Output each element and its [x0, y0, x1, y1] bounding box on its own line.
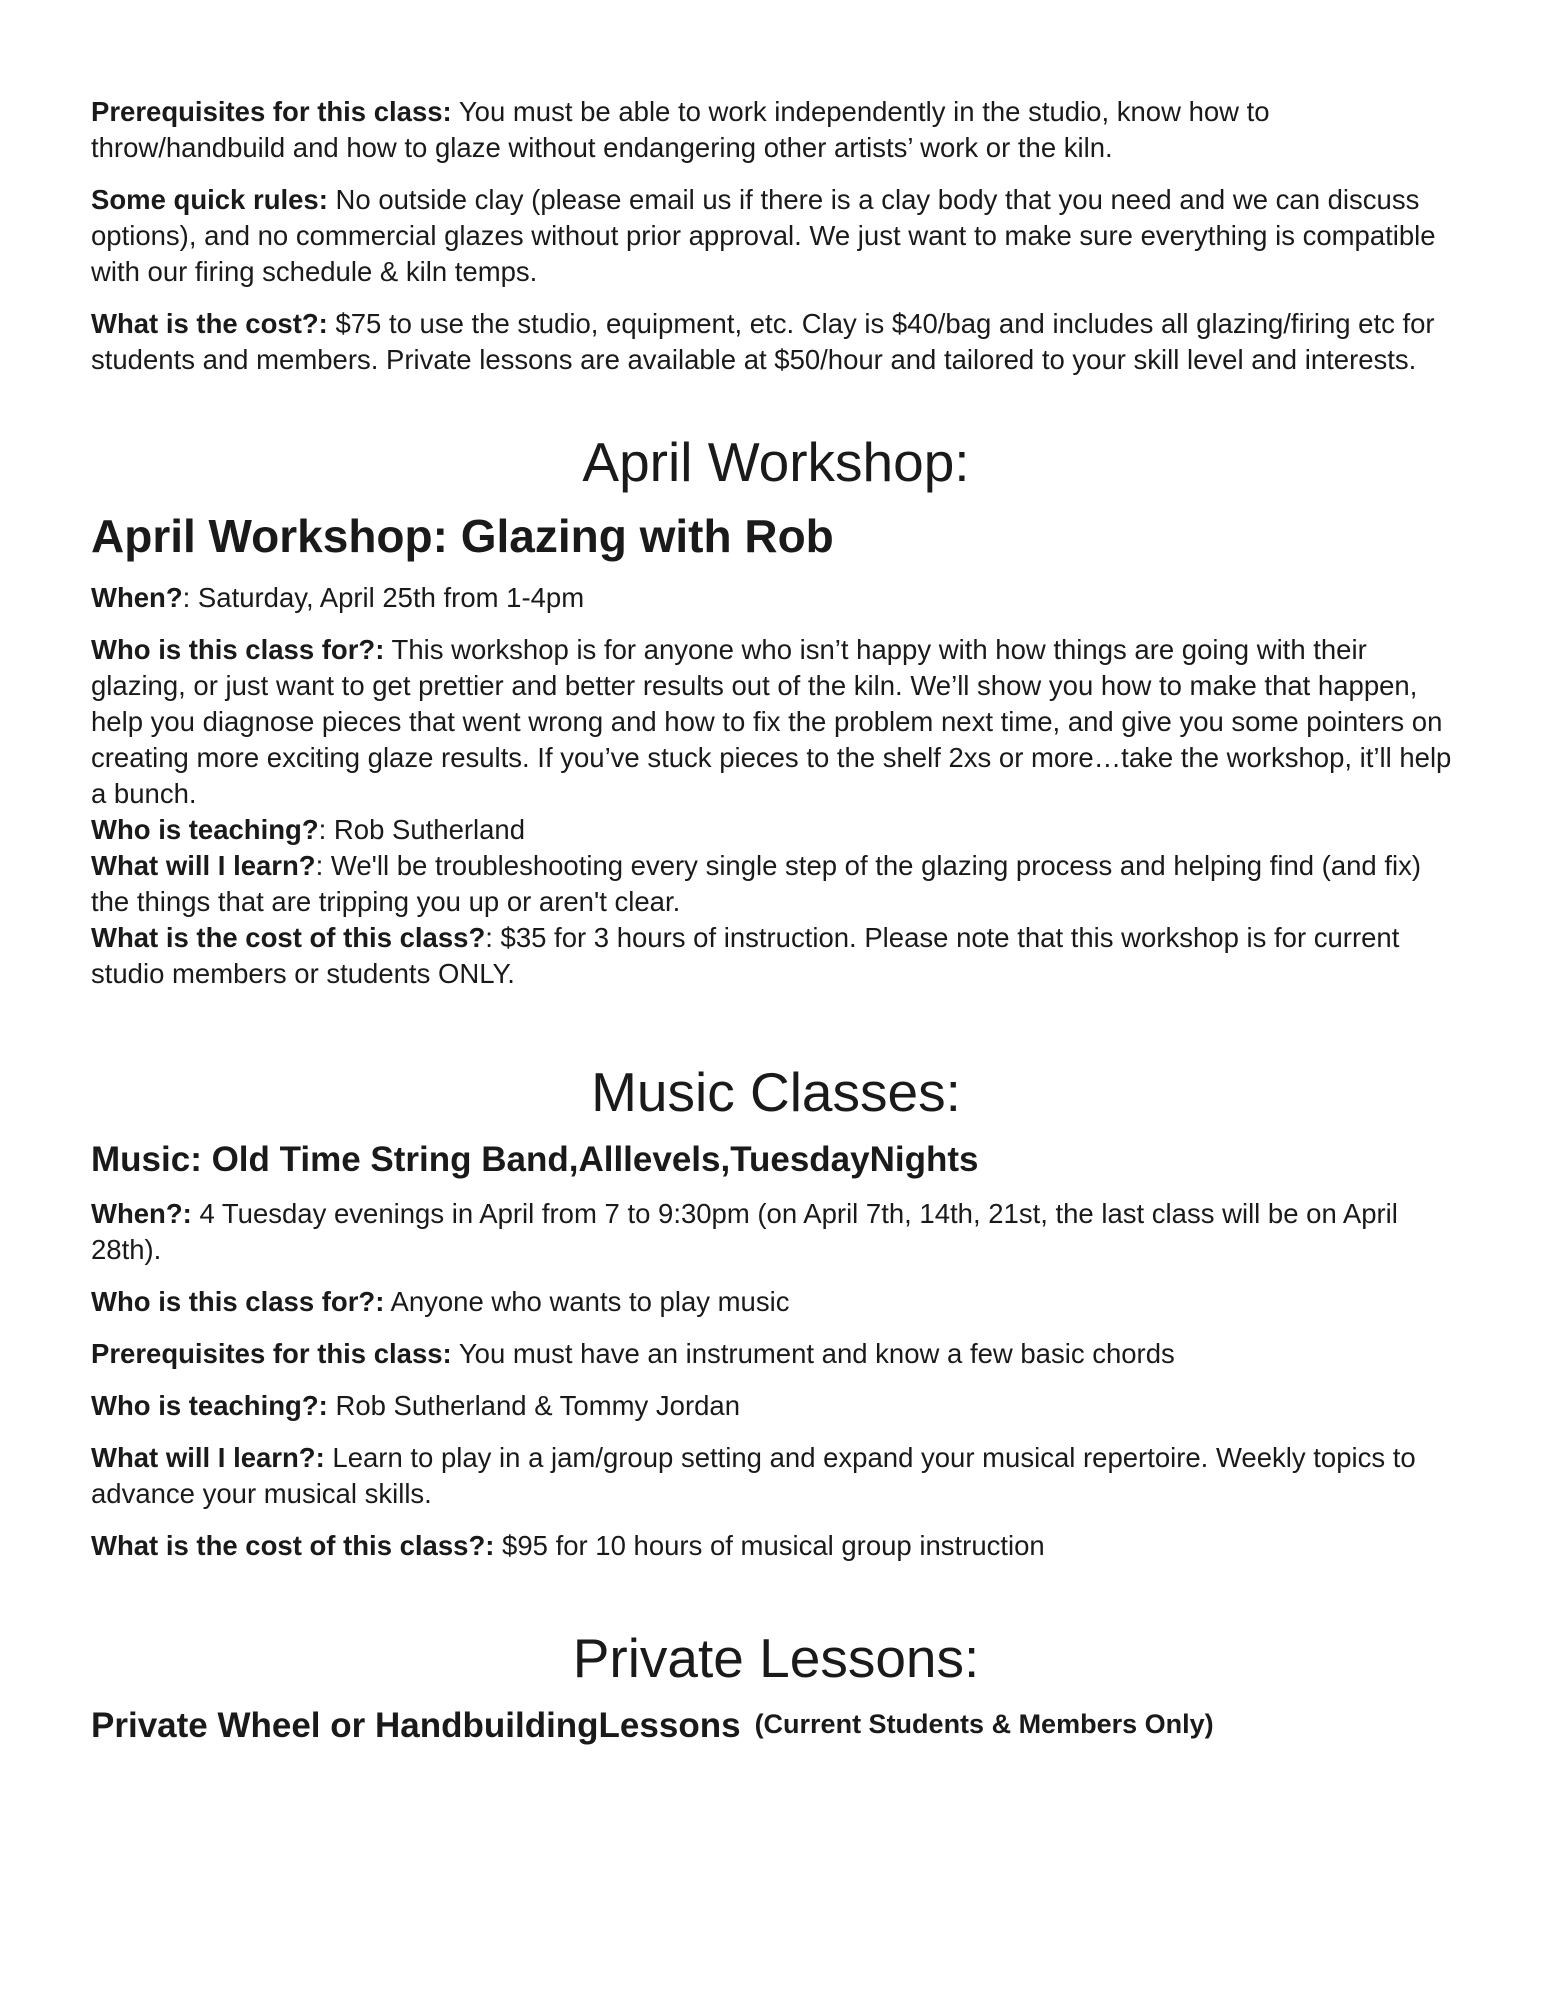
music-when-text: 4 Tuesday evenings in April from 7 to 9:30pm (on April 7th, 14th, 21st, the last class will be on April 28th). — [91, 1198, 1398, 1265]
rules-label: Some quick rules: — [91, 184, 328, 215]
private-section-heading: Private Lessons: — [572, 1627, 980, 1689]
studio-cost-paragraph — [91, 306, 1461, 378]
private-lessons-title — [91, 1702, 1461, 1748]
document-page — [91, 94, 1461, 1748]
april-when-text: : Saturday, April 25th from 1-4pm — [182, 582, 585, 613]
rules-text: No outside clay (please email us if there is a clay body that you need and we can discuss options), and no commercial glazes without prior approval. We just want to make sure everything is compatible with our firing schedule & kiln temps. — [91, 184, 1436, 287]
april-cost-label: What is the cost of this class? — [91, 922, 486, 953]
april-cost — [91, 920, 1461, 992]
music-who-for-text: Anyone who wants to play music — [384, 1286, 790, 1317]
april-learn-text: : We'll be troubleshooting every single step of the glazing process and helping find (and fix) the things that are tripping you up or aren't clear. — [91, 850, 1422, 917]
music-prerequisites-label: Prerequisites for this class: — [91, 1338, 452, 1369]
april-section-heading: April Workshop: — [582, 431, 970, 493]
prerequisites-text: You must be able to work independently in the studio, know how to throw/handbuild and how to glaze without endangering other artists’ work or the kiln. — [91, 96, 1270, 163]
music-who-for-label: Who is this class for?: — [91, 1286, 385, 1317]
april-cost-text: : $35 for 3 hours of instruction. Please note that this workshop is for current studio members or students ONLY. — [91, 922, 1400, 989]
music-class-title: Music: Old Time String Band,Alllevels,TuesdayNights — [91, 1140, 979, 1179]
music-cost-label: What is the cost of this class?: — [91, 1530, 495, 1561]
music-when-label: When?: — [91, 1198, 192, 1229]
music-cost — [91, 1528, 1461, 1564]
prerequisites-label: Prerequisites for this class: — [91, 96, 452, 127]
april-teacher — [91, 812, 1461, 848]
april-when — [91, 580, 1461, 616]
april-teacher-label: Who is teaching? — [91, 814, 319, 845]
april-learn — [91, 848, 1461, 920]
music-learn-text: Learn to play in a jam/group setting and expand your musical repertoire. Weekly topics to advance your musical skills. — [91, 1442, 1416, 1509]
music-prerequisites-text: You must have an instrument and know a few basic chords — [451, 1338, 1175, 1369]
music-section-heading: Music Classes: — [591, 1061, 961, 1123]
music-cost-text: $95 for 10 hours of musical group instruction — [494, 1530, 1045, 1561]
music-prerequisites — [91, 1336, 1461, 1372]
music-learn — [91, 1440, 1461, 1512]
private-lessons-note: (Current Students & Members Only) — [754, 1709, 1214, 1739]
april-who-for-text: This workshop is for anyone who isn’t happy with how things are going with their glazing, or just want to get prettier and better results out of the kiln. We’ll show you how to make that happen, help you diagnose pieces that went wrong and how to fix the problem next time, and give you some pointers on creating more exciting glaze results. If you’ve stuck pieces to the shelf 2xs or more…take the workshop, it’ll help a bunch. — [91, 634, 1452, 809]
april-teacher-text: : Rob Sutherland — [318, 814, 526, 845]
april-when-label: When? — [91, 582, 183, 613]
studio-cost-text: $75 to use the studio, equipment, etc. Clay is $40/bag and includes all glazing/firing etc for students and members. Private lessons are available at $50/hour and tailored to your skill level and interests. — [91, 308, 1435, 375]
music-who-for — [91, 1284, 1461, 1320]
music-when — [91, 1196, 1461, 1268]
rules-paragraph — [91, 182, 1461, 290]
music-teacher-label: Who is teaching?: — [91, 1390, 328, 1421]
april-learn-label: What will I learn? — [91, 850, 316, 881]
prerequisites-paragraph — [91, 94, 1461, 166]
april-workshop-title: April Workshop: Glazing with Rob — [91, 510, 834, 562]
private-lessons-title-text: Private Wheel or HandbuildingLessons — [91, 1706, 741, 1745]
music-teacher — [91, 1388, 1461, 1424]
music-learn-label: What will I learn?: — [91, 1442, 325, 1473]
studio-cost-label: What is the cost?: — [91, 308, 328, 339]
music-teacher-text: Rob Sutherland & Tommy Jordan — [327, 1390, 741, 1421]
april-who-for-label: Who is this class for?: — [91, 634, 385, 665]
april-who-for — [91, 632, 1461, 812]
